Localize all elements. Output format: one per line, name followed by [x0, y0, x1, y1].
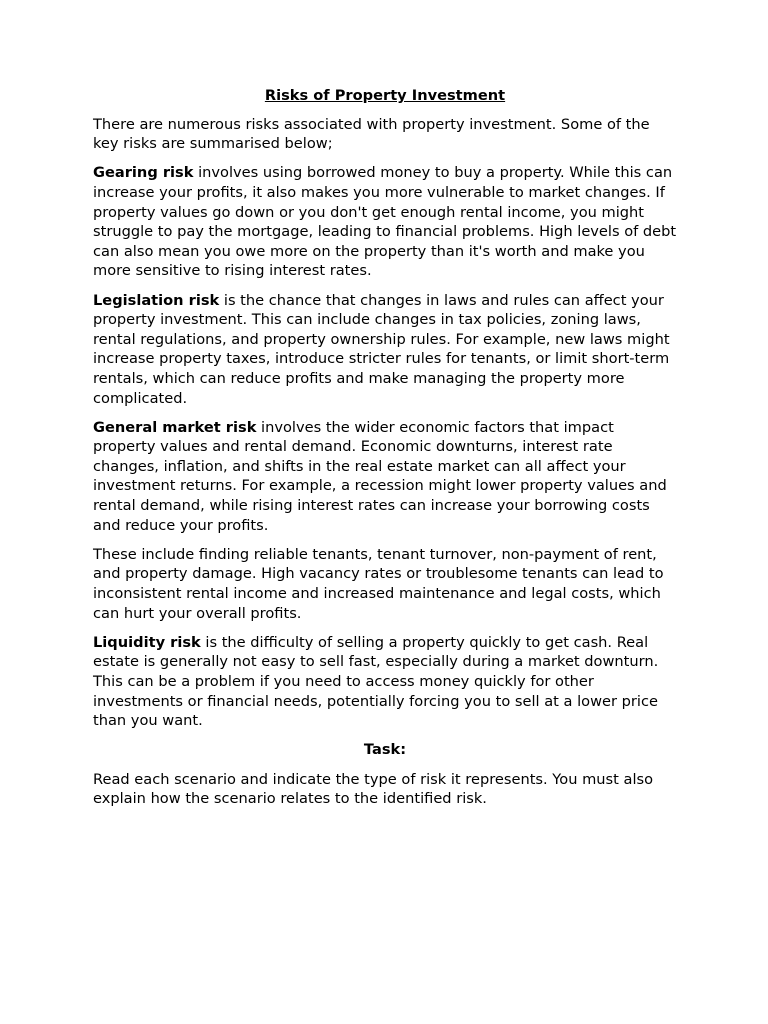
gearing-risk-paragraph: [93, 163, 677, 281]
legislation-risk-text: is the chance that changes in laws and rules can affect your property investment. This can include changes in tax policies, zoning laws, rental regulations, and property ownership rules. For example, new laws might increase property taxes, introduce stricter rules for tenants, or limit short-term rentals, which can reduce profits and make managing the property more complicated.: [93, 291, 670, 407]
task-paragraph: Read each scenario and indicate the type of risk it represents. You must also explain how the scenario relates to the identified risk.: [93, 770, 654, 808]
legislation-risk-paragraph: [93, 291, 677, 409]
legislation-risk-term: Legislation risk: [93, 291, 220, 309]
liquidity-risk-paragraph: [93, 633, 677, 731]
tenant-risk-text: These include finding reliable tenants, tenant turnover, non-payment of rent, and property damage. High vacancy rates or troublesome tenants can lead to inconsistent rental income and increased maintenance and legal costs, which can hurt your overall profits.: [93, 545, 664, 622]
general-market-risk-text: involves the wider economic factors that impact property values and rental demand. Economic downturns, interest rate changes, inflation, and shifts in the real estate market can all affect your investment returns. For example, a recession might lower property values and rental demand, while rising interest rates can increase your borrowing costs and reduce your profits.: [93, 418, 667, 534]
liquidity-risk-term: Liquidity risk: [93, 633, 201, 651]
general-market-risk-term: General market risk: [93, 418, 257, 436]
intro-paragraph: There are numerous risks associated with property investment. Some of the key risks are summarised below;: [93, 115, 650, 153]
liquidity-risk-text: is the difficulty of selling a property quickly to get cash. Real estate is generally not easy to sell fast, especially during a market downturn. This can be a problem if you need to access money quickly for other investments or financial needs, potentially forcing you to sell at a lower price than you want.: [93, 633, 659, 730]
gearing-risk-term: Gearing risk: [93, 164, 194, 182]
gearing-risk-text: involves using borrowed money to buy a property. While this can increase your profits, it also makes you more vulnerable to market changes. If property values go down or you don't get enough rental income, you might struggle to pay the mortgage, leading to financial problems. High levels of debt can also mean you owe more on the property than it's worth and make you more sensitive to rising interest rates.: [93, 164, 677, 280]
general-market-risk-paragraph: [93, 418, 677, 536]
task-heading: Task:: [363, 741, 407, 759]
tenant-risk-paragraph: [93, 545, 677, 623]
document-title: Risks of Property Investment: [264, 87, 506, 104]
document-page: [93, 86, 677, 818]
